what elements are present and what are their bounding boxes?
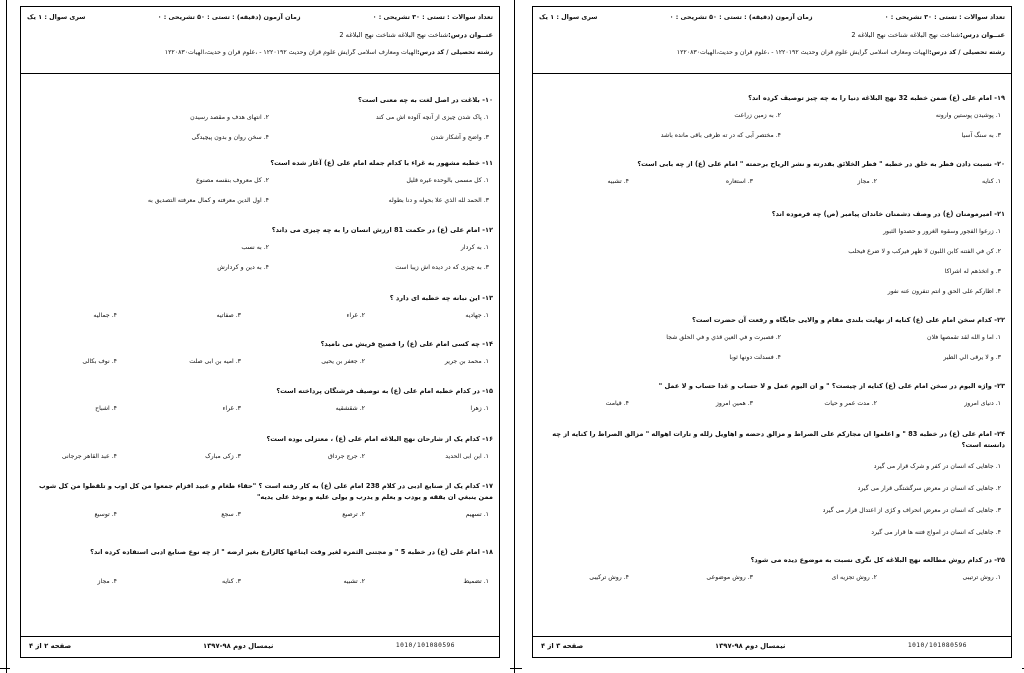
question-17 <box>27 481 493 520</box>
question-22 <box>539 315 1005 364</box>
question-13 <box>27 293 493 321</box>
question-stem: ۱۲- امام علی (ع) در حکمت 81 ارزش انسان را به چه چیزی می داند؟ <box>271 226 493 234</box>
semester: نیمسال دوم ۹۸-۱۳۹۷ <box>715 642 786 650</box>
option-4[interactable]: ۴. مختصر آبی که در ته ظرفی باقی مانده باشد <box>660 132 781 139</box>
option-1[interactable]: ۱. تسهیم <box>465 511 489 518</box>
question-stem: ۱۶- کدام یک از شارحان نهج البلاغه امام علی (ع) ، معتزلی بوده است؟ <box>266 435 493 443</box>
option-4[interactable]: ۴. اشباح <box>95 405 117 412</box>
exam-time: زمان آزمون (دقیقه) : تستی : ۵۰ تشریحی : ۰ <box>157 13 301 21</box>
option-4[interactable]: ۴. سخن روان و بدون پیچیدگی <box>191 134 269 141</box>
option-2[interactable]: ۲. انتهای هدف و مقصد رسیدن <box>190 114 269 121</box>
option-2[interactable]: ۲. فصبرت و في العين قذي و في الحلق شجا <box>666 334 781 341</box>
page-footer <box>21 636 499 657</box>
option-1[interactable]: ۱. محمد بن جریر <box>444 358 489 365</box>
option-2[interactable]: ۲. ترصیع <box>342 511 365 518</box>
question-series: سری سوال : ۱ یک <box>27 13 86 21</box>
question-stem: ۱۴- چه کسی امام علی (ع) را فصیح قریش می نامید؟ <box>320 340 493 348</box>
question-stem: ۱۳- این نبانه چه خطبه ای دارد ؟ <box>389 294 493 302</box>
option-3[interactable]: ۳. به چیزی که در دیده اش زیبا است <box>395 264 489 271</box>
option-3[interactable]: ۳. واضح و آشکار شدن <box>430 134 489 141</box>
option-2[interactable]: ۲. کل معروف بنفسه مصنوع <box>196 177 269 184</box>
question-14 <box>27 339 493 367</box>
option-2[interactable]: ۲. به زمین زراعت <box>734 112 781 119</box>
course-label: عنــوان درس: <box>448 31 493 39</box>
question-19 <box>539 93 1005 142</box>
option-1[interactable]: ۱. به کردار <box>460 244 489 251</box>
option-4[interactable]: ۴. جاهایی که انسان در امواج فتنه ها قرار می گیرد <box>871 529 1001 536</box>
question-count: تعداد سوالات : تستی : ۳۰ تشریحی : ۰ <box>372 13 493 21</box>
option-1[interactable]: ۱. اما و الله لقد تقمصها فلان <box>927 334 1001 341</box>
question-stem: ۱۵- در کدام خطبه امام علی (ع) به توصیف فرشتگان پرداخته است؟ <box>276 387 493 395</box>
question-20 <box>539 159 1005 187</box>
option-2[interactable]: ۲. به نسب <box>241 244 269 251</box>
question-stem: ۲۰- نسبت دادن فطر به خلق در خطبه " فطر الخلائق بقدرته و نشر الرياح برحمته " امام علی (ع) از چه بابی است؟ <box>637 160 1005 168</box>
semester: نیمسال دوم ۹۸-۱۳۹۷ <box>203 642 274 650</box>
question-stem: ۲۳- واژه الیوم در سخن امام علی (ع) کنایه از چیست؟ " و ان اليوم عمل و لا حساب و غدا حساب و لا عمل " <box>658 382 1005 390</box>
option-3[interactable]: ۳. کنایه <box>222 578 241 585</box>
option-1[interactable]: ۱. دنیای امروز <box>964 400 1001 407</box>
option-2[interactable]: ۲. شقشقیه <box>335 405 365 412</box>
question-stem: ۱۷- کدام یک از صنایع ادبی در کلام 238 امام علی (ع) به کار رفته است ؟ "حقاء طغام و عبيد اقزام جمعوا من كل اوب و تلقطوا من كل شوب ممن ينبغي ان يفقه و يودب و يعلم و يدرب و يولى عليه و يوخذ على يديه" <box>38 482 493 501</box>
page-number: صفحه ۲ از ۴ <box>29 642 72 650</box>
option-4[interactable]: ۴. نوف بکالی <box>82 358 117 365</box>
option-1[interactable]: ۱. جهادیه <box>465 312 489 319</box>
option-2[interactable]: ۲. جرج جرداق <box>328 453 365 460</box>
option-1[interactable]: ۱. پوشیدن پوستین وارونه <box>935 112 1001 119</box>
course-label: عنــوان درس: <box>960 31 1005 39</box>
option-1[interactable]: ۱. کل مسمی بالوحده غیره قلیل <box>406 177 489 184</box>
field-label: رشته تحصیلی / کد درس: <box>929 49 1005 56</box>
option-4[interactable]: ۴. اظارکم علی الحق و انتم تنفرون عنه نفور <box>887 288 1001 295</box>
option-4[interactable]: ۴. به دین و کردارش <box>217 264 269 271</box>
option-2[interactable]: ۲. مدت عمر و حیات <box>824 400 877 407</box>
field-code: الهیات ومعارف اسلامی گرایش علوم قرآن وحدیث ۱۲۲۰۱۹۲ - ،علوم قرآن و حدیث،الهیات۱۲۲۰۸۳۰ <box>164 49 418 56</box>
field-label: رشته تحصیلی / کد درس: <box>417 49 493 56</box>
exam-code: 1010/101080596 <box>395 642 455 649</box>
exam-page-3 <box>522 0 1022 673</box>
option-4[interactable]: ۴. فسدلت دونها ثوبا <box>729 354 781 361</box>
field-code: الهیات ومعارف اسلامی گرایش علوم قرآن وحدیث ۱۲۲۰۱۹۲ - ،علوم قرآن و حدیث،الهیات۱۲۲۰۸۳۰ <box>676 49 930 56</box>
option-3[interactable]: ۳. به سنگ آسیا <box>961 132 1001 139</box>
page-number: صفحه ۳ از ۴ <box>541 642 584 650</box>
question-stem: ۲۵- در کدام روش مطالعه نهج البلاغه کل نگری نسبت به موضوع دیده می شود؟ <box>750 556 1005 564</box>
option-1[interactable]: ۱. زهرا <box>470 405 489 412</box>
question-stem: ۲۴- امام علی (ع) در خطبه 83 " و اعلموا ان مجازكم على الصراط و مزالق دحضه و اهاويل زلله و تارات اهواله " مزالق الصراط را کنایه از چه دانسته است؟ <box>552 430 1005 449</box>
course-title: شناخت نهج البلاغه شناخت نهج البلاغه 2 <box>851 31 961 39</box>
option-3[interactable]: ۳. جاهایی که انسان در معرض انحراف و کژی از اعتدال قرار می گیرد <box>822 507 1001 514</box>
exam-header <box>21 7 499 74</box>
question-21 <box>539 209 1005 304</box>
question-16 <box>27 434 493 462</box>
question-25 <box>539 555 1005 583</box>
option-2[interactable]: ۲. غراء <box>346 312 365 319</box>
question-stem: ۱۱- خطبه مشهور به غراء با کدام جمله امام علی (ع) آغاز شده است؟ <box>270 159 493 167</box>
option-1[interactable]: ۱. جاهایی که انسان در کفر و شرک قرار می گیرد <box>873 463 1001 470</box>
questions-area <box>533 77 1011 635</box>
option-3[interactable]: ۳. الحمد لله الذي علا بحوله و دنا بطوله <box>388 197 489 204</box>
option-2[interactable]: ۲. كن في الفتنه كابن اللبون لا ظهر فيركب و لا ضرع فيحلب <box>848 248 1001 255</box>
question-stem: ۱۹- امام علی (ع) ضمن خطبه 32 نهج البلاغه دنیا را به چه چیز توصیف کرده اند؟ <box>748 94 1005 102</box>
question-10 <box>27 95 493 144</box>
option-4[interactable]: ۴. تشبیه <box>607 178 629 185</box>
option-4[interactable]: ۴. توسیع <box>94 511 117 518</box>
question-15 <box>27 386 493 414</box>
question-23 <box>539 381 1005 409</box>
question-stem: ۱۸- امام علی (ع) در خطبه 5 " و مجتنی الثمره لغیر وقت ایناعها کالزارع بغیر ارضه " از چه نوع صنایع ادبی استفاده کرده اند؟ <box>90 548 493 556</box>
question-11 <box>27 158 493 207</box>
question-stem: ۱۰- بلاغت در اصل لغت به چه معنی است؟ <box>358 96 493 104</box>
option-1[interactable]: ۱. ابن ابی الحدید <box>445 453 489 460</box>
page-frame <box>20 6 500 658</box>
option-3[interactable]: ۳. همین امروز <box>715 400 753 407</box>
course-title: شناخت نهج البلاغه شناخت نهج البلاغه 2 <box>339 31 449 39</box>
option-4[interactable]: ۴. جمالیه <box>93 312 117 319</box>
question-stem: ۲۲- کدام سخن امام علی (ع) کنایه از نهایت بلندی مقام و والایی جایگاه و رفعت آن حضرت است؟ <box>692 316 1005 324</box>
option-4[interactable]: ۴. اول الدين معرفته و کمال معرفته التصديق به <box>147 197 269 204</box>
option-4[interactable]: ۴. قیامت <box>605 400 629 407</box>
option-2[interactable]: ۲. جعفر بن یحیی <box>321 358 365 365</box>
option-3[interactable]: ۳. امیه بن ابی صلت <box>189 358 241 365</box>
question-stem: ۲۱- امیرمومنان (ع) در وصف دشمنان خاندان پیامبر (ص) چه فرموده اند؟ <box>771 210 1005 218</box>
page-divider-middle <box>514 0 515 673</box>
exam-page-2 <box>10 0 510 673</box>
question-count: تعداد سوالات : تستی : ۳۰ تشریحی : ۰ <box>884 13 1005 21</box>
option-3[interactable]: ۳. سجع <box>221 511 241 518</box>
option-4[interactable]: ۴. مجاز <box>97 578 117 585</box>
option-3[interactable]: ۳. صفاتیه <box>216 312 241 319</box>
option-3[interactable]: ۳. زکی مبارک <box>205 453 241 460</box>
option-4[interactable]: ۴. عبد القاهر جرجانی <box>61 453 117 460</box>
option-1[interactable]: ۱. کنایه <box>982 178 1001 185</box>
page-frame <box>532 6 1012 658</box>
option-2[interactable]: ۲. روش تجزیه ای <box>831 574 877 581</box>
exam-time: زمان آزمون (دقیقه) : تستی : ۵۰ تشریحی : ۰ <box>669 13 813 21</box>
option-2[interactable]: ۲. جاهایی که انسان در معرض سرگشتگی قرار می گیرد <box>857 485 1001 492</box>
question-12 <box>27 225 493 274</box>
exam-code: 1010/101080596 <box>907 642 967 649</box>
option-3[interactable]: ۳. غراء <box>222 405 241 412</box>
option-2[interactable]: ۲. تشبیه <box>343 578 365 585</box>
page-footer <box>533 636 1011 657</box>
question-series: سری سوال : ۱ یک <box>539 13 598 21</box>
question-18 <box>27 547 493 588</box>
option-1[interactable]: ۱. تضمیط <box>463 578 489 585</box>
option-3[interactable]: ۳. و اتخذهم له اشراكا <box>944 268 1001 275</box>
question-24 <box>539 429 1005 547</box>
questions-area <box>21 77 499 635</box>
exam-header <box>533 7 1011 74</box>
option-3[interactable]: ۳. روش موضوعی <box>706 574 753 581</box>
option-1[interactable]: ۱. زرعوا الفجور وسقوه الغرور و حصدوا الثبور <box>883 228 1001 235</box>
option-1[interactable]: ۱. روش ترتیبی <box>962 574 1001 581</box>
option-3[interactable]: ۳. و لا يرقى الي الطير <box>943 354 1001 361</box>
option-1[interactable]: ۱. پاک شدن چیزی از آنچه آلوده اش می کند <box>375 114 489 121</box>
page-divider-left <box>6 0 7 673</box>
option-2[interactable]: ۲. مجاز <box>857 178 877 185</box>
option-3[interactable]: ۳. استعاره <box>725 178 753 185</box>
option-4[interactable]: ۴. روش ترکیبی <box>589 574 629 581</box>
